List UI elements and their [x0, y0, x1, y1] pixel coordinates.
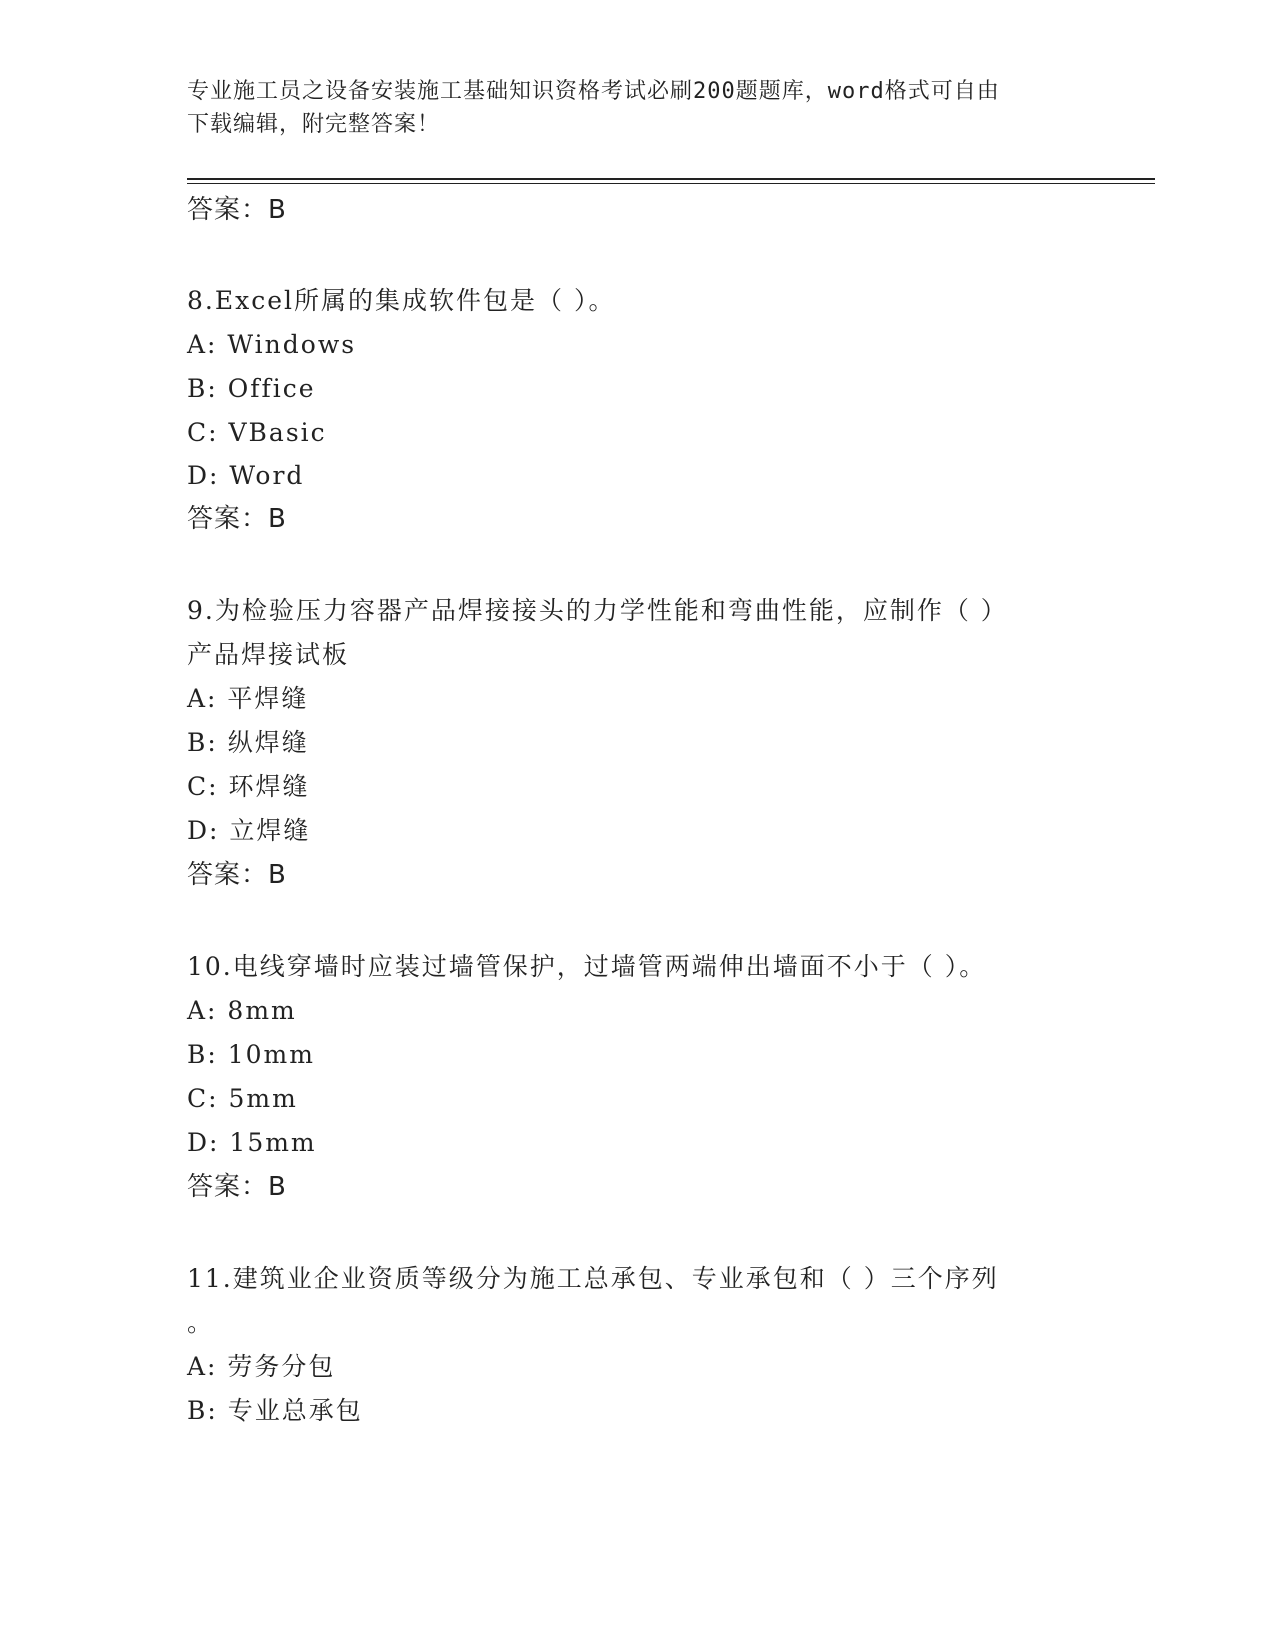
question-9-option-a: A: 平焊缝 [187, 684, 309, 713]
question-10-stem: 10.电线穿墙时应装过墙管保护，过墙管两端伸出墙面不小于（ ）。 [187, 952, 987, 981]
question-8-option-b: B: Office [187, 374, 316, 403]
question-8-option-c: C: VBasic [187, 418, 327, 447]
question-10-option-a: A: 8mm [187, 996, 297, 1025]
question-8-option-d: D: Word [187, 461, 305, 490]
question-9-stem-line-1: 9.为检验压力容器产品焊接接头的力学性能和弯曲性能，应制作（ ） [187, 596, 1008, 625]
question-9-option-c: C: 环焊缝 [187, 772, 310, 801]
question-11-stem-line-2: 。 [187, 1308, 215, 1337]
question-9-option-d: D: 立焊缝 [187, 816, 311, 845]
answer-q9: 答案：B [187, 860, 287, 890]
answer-q7: 答案：B [187, 195, 287, 225]
document-header [187, 75, 1067, 141]
question-9-stem-line-2: 产品焊接试板 [187, 640, 350, 669]
question-11-stem-line-1: 11.建筑业企业资质等级分为施工总承包、专业承包和（ ）三个序列 [187, 1264, 999, 1293]
header-divider-thick [187, 178, 1155, 180]
question-8-option-a: A: Windows [187, 330, 357, 359]
answer-q10: 答案：B [187, 1172, 287, 1202]
header-divider-thin [187, 183, 1155, 184]
question-10-option-c: C: 5mm [187, 1084, 298, 1113]
question-11-option-b: B: 专业总承包 [187, 1396, 363, 1425]
question-10-option-d: D: 15mm [187, 1128, 317, 1157]
question-8-stem: 8.Excel所属的集成软件包是（ ）。 [187, 286, 616, 315]
question-9-option-b: B: 纵焊缝 [187, 728, 309, 757]
header-line-1: 专业施工员之设备安装施工基础知识资格考试必刷200题题库，word格式可自由 [187, 79, 1000, 104]
question-10-option-b: B: 10mm [187, 1040, 315, 1069]
question-11-option-a: A: 劳务分包 [187, 1352, 336, 1381]
answer-q8: 答案：B [187, 504, 287, 534]
header-line-2: 下载编辑，附完整答案！ [187, 112, 441, 137]
